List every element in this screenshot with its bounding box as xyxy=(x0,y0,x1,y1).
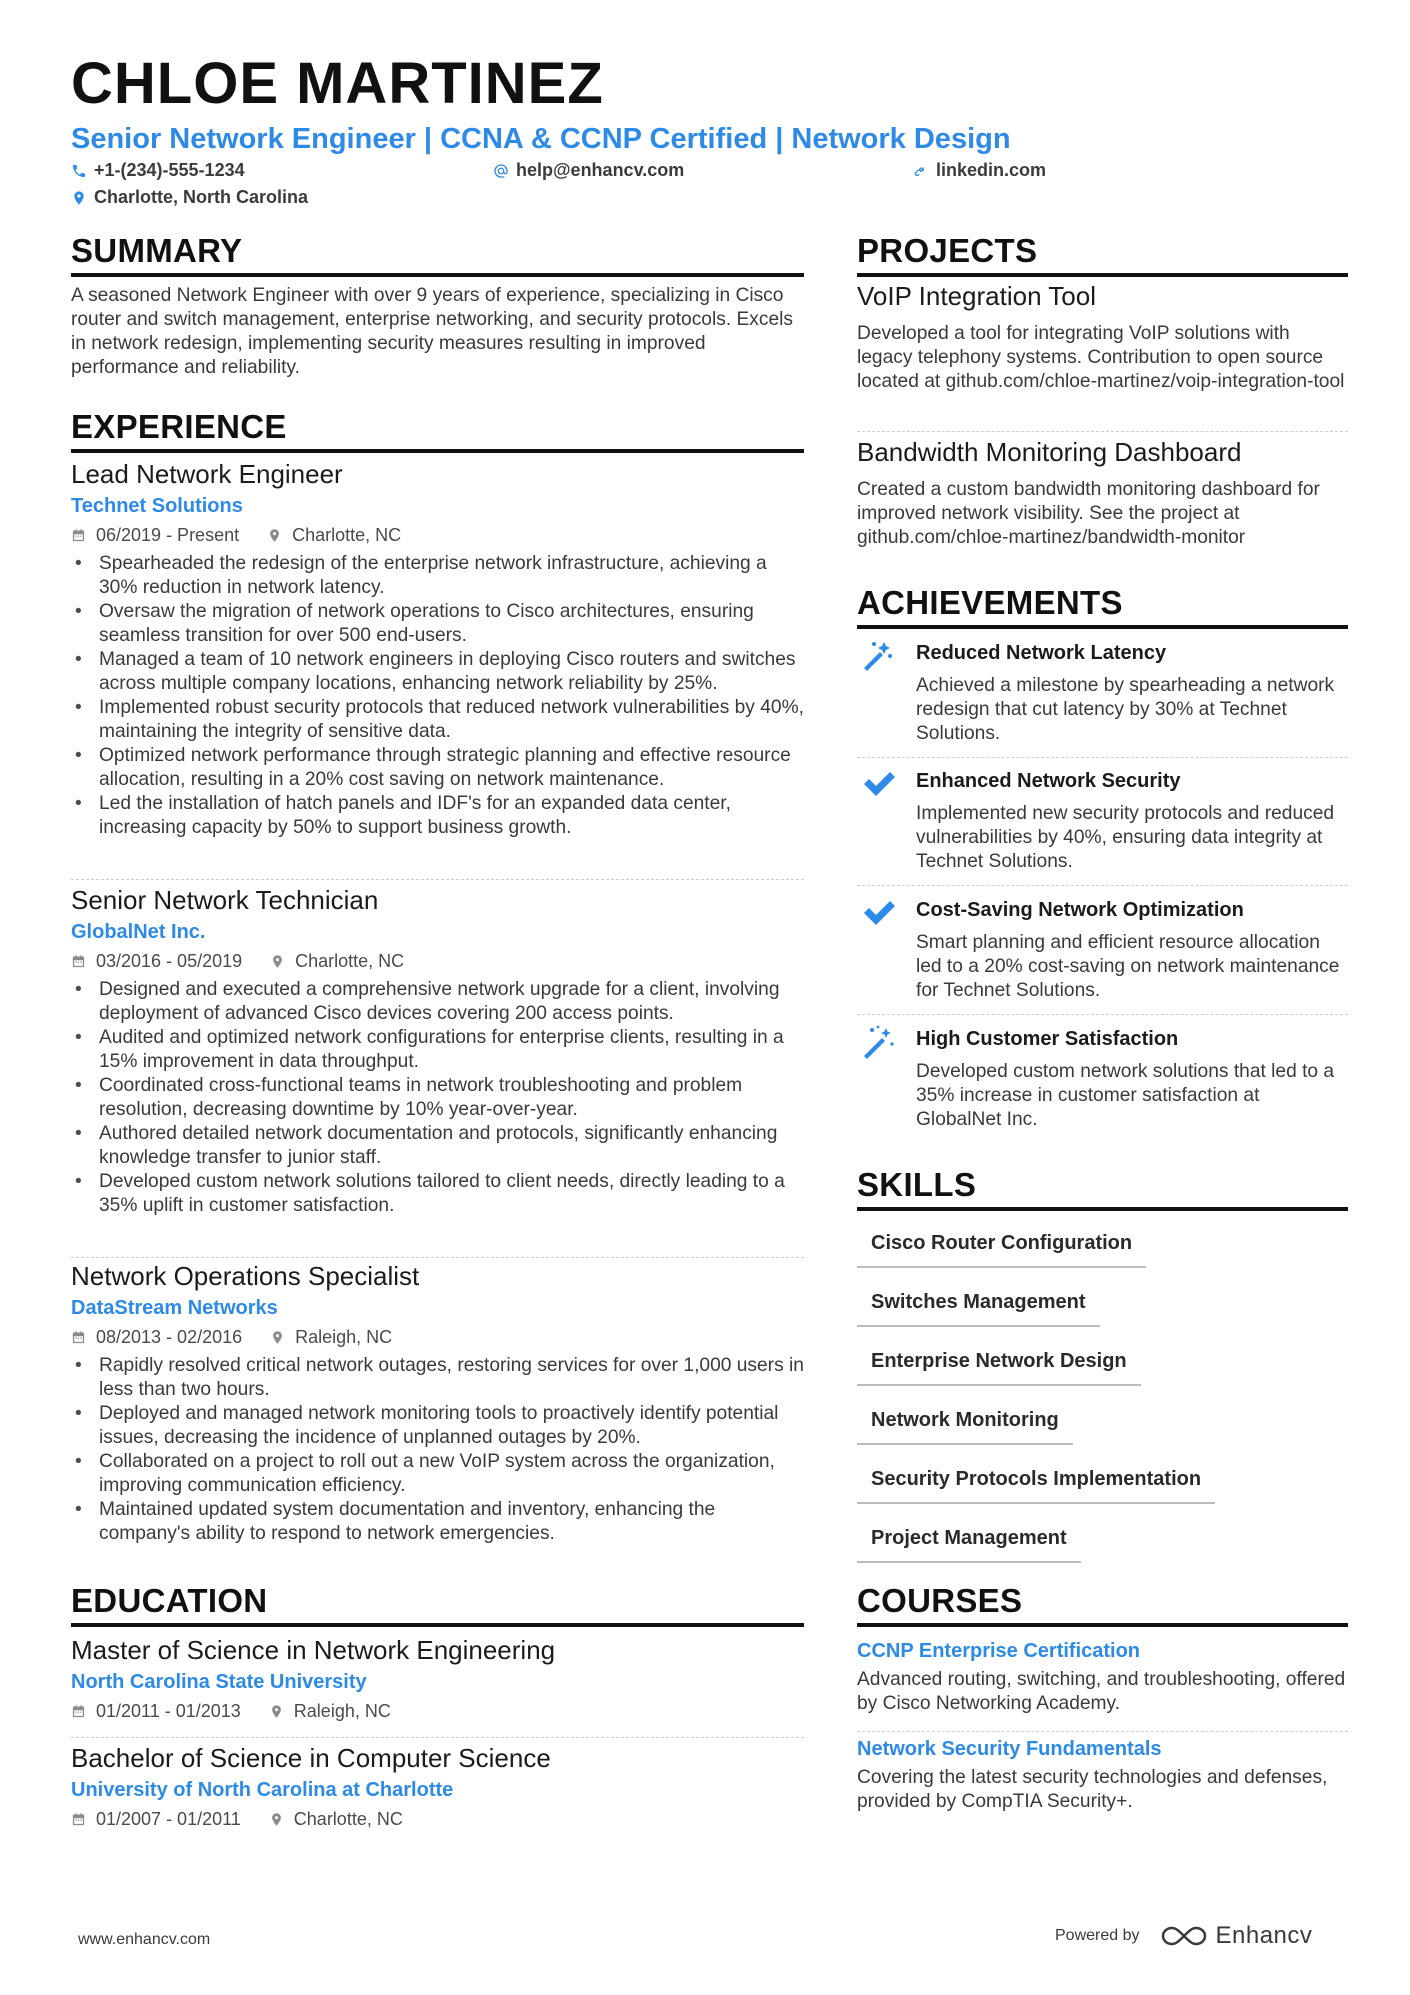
section-title-summary: SUMMARY xyxy=(71,230,804,277)
job-title: Lead Network Engineer xyxy=(71,459,343,489)
achievement-description: Smart planning and efficient resource allocation led to a 20% cost-saving on network maintenance for Technet Solutions. xyxy=(916,932,1340,1001)
achievement-title: Cost-Saving Network Optimization xyxy=(916,899,1244,921)
course-entry xyxy=(857,1736,1348,1816)
job-dates: 06/2019 - Present xyxy=(71,522,239,548)
bullet-item: • Maintained updated system documentation and inventory, enhancing the company's ability to respond to network emergencies. xyxy=(71,1498,804,1546)
bullet-item: • Rapidly resolved critical network outages, restoring services for over 1,000 users in less than two hours. xyxy=(71,1354,804,1402)
project-title: VoIP Integration Tool xyxy=(857,281,1097,311)
bullet-item: • Managed a team of 10 network engineers in deploying Cisco routers and switches across multiple company locations, enhancing network reliability by 25%. xyxy=(71,648,804,696)
section-title-skills: SKILLS xyxy=(857,1164,1348,1211)
section-title-achievements: ACHIEVEMENTS xyxy=(857,582,1348,629)
calendar-icon xyxy=(71,528,86,543)
job-meta xyxy=(71,948,804,974)
education-location: Raleigh, NC xyxy=(269,1698,391,1724)
section-title-projects: PROJECTS xyxy=(857,230,1348,277)
job-dates: 08/2013 - 02/2016 xyxy=(71,1324,242,1350)
job-title: Network Operations Specialist xyxy=(71,1261,420,1291)
job-bullets xyxy=(71,552,804,840)
linkedin-text: linkedin.com xyxy=(936,160,1047,180)
school-name: North Carolina State University xyxy=(71,1671,367,1693)
contact-phone[interactable] xyxy=(71,160,245,181)
job-location: Raleigh, NC xyxy=(270,1324,392,1350)
contact-location xyxy=(71,187,308,208)
experience-entry xyxy=(71,458,804,880)
bullet-item: • Collaborated on a project to roll out a new VoIP system across the organization, improving communication efficiency. xyxy=(71,1450,804,1498)
job-location: Charlotte, NC xyxy=(267,522,401,548)
achievement-entry xyxy=(857,893,1348,1015)
education-meta xyxy=(71,1698,804,1724)
skill-tag: Enterprise Network Design xyxy=(857,1348,1141,1386)
education-dates: 01/2007 - 01/2011 xyxy=(71,1806,241,1832)
achievement-title: Enhanced Network Security xyxy=(916,770,1181,792)
achievement-description: Developed custom network solutions that led to a 35% increase in customer satisfaction at GlobalNet Inc. xyxy=(916,1061,1335,1130)
bullet-item: • Authored detailed network documentation and protocols, significantly enhancing knowledge transfer to junior staff. xyxy=(71,1122,804,1170)
calendar-icon xyxy=(71,1704,86,1719)
project-entry xyxy=(857,280,1348,432)
experience-entry xyxy=(71,884,804,1258)
company-name: Technet Solutions xyxy=(71,495,243,517)
job-bullets xyxy=(71,1354,804,1546)
achievement-description: Achieved a milestone by spearheading a network redesign that cut latency by 30% at Technet Solutions. xyxy=(916,675,1335,744)
infinity-logo-icon xyxy=(1160,1922,1208,1950)
footer-powered-by xyxy=(1055,1922,1312,1950)
skill-tag: Switches Management xyxy=(857,1289,1100,1327)
section-title-education: EDUCATION xyxy=(71,1580,804,1627)
checkmark-icon xyxy=(860,895,896,931)
degree-title: Bachelor of Science in Computer Science xyxy=(71,1743,551,1773)
phone-icon xyxy=(71,163,87,179)
course-description: Advanced routing, switching, and troubleshooting, offered by Cisco Networking Academy. xyxy=(857,1669,1346,1714)
headline: Senior Network Engineer | CCNA & CCNP Certified | Network Design xyxy=(71,123,1011,155)
location-pin-icon xyxy=(269,1704,284,1719)
skill-tag: Cisco Router Configuration xyxy=(857,1230,1146,1268)
phone-text: +1-(234)-555-1234 xyxy=(94,160,245,180)
bullet-item: • Oversaw the migration of network operations to Cisco architectures, ensuring seamless transition for over 500 end-users. xyxy=(71,600,804,648)
section-title-experience: EXPERIENCE xyxy=(71,406,804,453)
project-title: Bandwidth Monitoring Dashboard xyxy=(857,437,1242,467)
company-name: DataStream Networks xyxy=(71,1297,278,1319)
email-text: help@enhancv.com xyxy=(516,160,685,180)
school-name: University of North Carolina at Charlotte xyxy=(71,1779,454,1801)
company-name: GlobalNet Inc. xyxy=(71,921,206,943)
education-dates: 01/2011 - 01/2013 xyxy=(71,1698,241,1724)
calendar-icon xyxy=(71,954,86,969)
project-entry xyxy=(857,436,1348,564)
job-title: Senior Network Technician xyxy=(71,885,379,915)
education-meta xyxy=(71,1806,804,1832)
job-meta xyxy=(71,1324,804,1350)
achievement-description: Implemented new security protocols and reduced vulnerabilities by 40%, ensuring data integrity at Technet Solutions. xyxy=(916,803,1335,872)
education-location: Charlotte, NC xyxy=(269,1806,403,1832)
experience-entry xyxy=(71,1260,804,1560)
location-pin-icon xyxy=(71,190,87,206)
contact-email[interactable] xyxy=(493,160,684,181)
achievement-entry xyxy=(857,764,1348,886)
calendar-icon xyxy=(71,1812,86,1827)
powered-by-label: Powered by xyxy=(1055,1927,1140,1944)
bullet-item: • Developed custom network solutions tailored to client needs, directly leading to a 35% uplift in customer satisfaction. xyxy=(71,1170,804,1218)
location-pin-icon xyxy=(267,528,282,543)
summary-text: A seasoned Network Engineer with over 9 years of experience, specializing in Cisco router and switch management, enterprise networking, and security protocols. Excels in network redesign, implementing security measures resulting in improved performance and reliability. xyxy=(71,285,794,378)
calendar-icon xyxy=(71,1330,86,1345)
job-bullets xyxy=(71,978,804,1218)
at-icon xyxy=(493,163,509,179)
section-title-courses: COURSES xyxy=(857,1580,1348,1627)
bullet-item: • Coordinated cross-functional teams in network troubleshooting and problem resolution, decreasing downtime by 10% year-over-year. xyxy=(71,1074,804,1122)
candidate-name: CHLOE MARTINEZ xyxy=(71,51,604,116)
location-pin-icon xyxy=(269,1812,284,1827)
achievement-title: Reduced Network Latency xyxy=(916,642,1167,664)
contact-linkedin[interactable] xyxy=(913,160,1046,181)
course-entry xyxy=(857,1638,1348,1732)
bullet-item: • Implemented robust security protocols that reduced network vulnerabilities by 40%, maintaining the integrity of sensitive data. xyxy=(71,696,804,744)
education-entry xyxy=(71,1742,804,1842)
location-pin-icon xyxy=(270,954,285,969)
bullet-item: • Designed and executed a comprehensive network upgrade for a client, involving deployment of advanced Cisco devices covering 200 access points. xyxy=(71,978,804,1026)
job-meta xyxy=(71,522,804,548)
course-title: Network Security Fundamentals xyxy=(857,1738,1162,1760)
achievement-entry xyxy=(857,1022,1348,1144)
checkmark-icon xyxy=(860,766,896,802)
skill-tag: Project Management xyxy=(857,1525,1081,1563)
degree-title: Master of Science in Network Engineering xyxy=(71,1635,556,1665)
location-text: Charlotte, North Carolina xyxy=(94,187,309,207)
project-description: Developed a tool for integrating VoIP solutions with legacy telephony systems. Contribution to open source located at github.com/chloe-martinez/voip-integration-tool xyxy=(857,323,1345,392)
education-entry xyxy=(71,1634,804,1738)
sparkle-wand-icon xyxy=(860,1024,896,1060)
enhancv-logo[interactable] xyxy=(1160,1922,1313,1950)
skill-tag: Network Monitoring xyxy=(857,1407,1073,1445)
bullet-item: • Spearheaded the redesign of the enterprise network infrastructure, achieving a 30% reduction in network latency. xyxy=(71,552,804,600)
link-icon xyxy=(913,163,929,179)
project-description: Created a custom bandwidth monitoring dashboard for improved network visibility. See the project at github.com/chloe-martinez/bandwidth-monitor xyxy=(857,479,1320,548)
job-location: Charlotte, NC xyxy=(270,948,404,974)
achievement-entry xyxy=(857,636,1348,758)
brand-name: Enhancv xyxy=(1215,1922,1313,1949)
bullet-item: • Led the installation of hatch panels and IDF's for an expanded data center, increasing capacity by 50% to support business growth. xyxy=(71,792,804,840)
job-dates: 03/2016 - 05/2019 xyxy=(71,948,242,974)
course-description: Covering the latest security technologies and defenses, provided by CompTIA Security+. xyxy=(857,1767,1328,1812)
bullet-item: • Deployed and managed network monitoring tools to proactively identify potential issues, decreasing the incidence of unplanned outages by 20%. xyxy=(71,1402,804,1450)
bullet-item: • Audited and optimized network configurations for enterprise clients, resulting in a 15% improvement in data throughput. xyxy=(71,1026,804,1074)
bullet-item: • Optimized network performance through strategic planning and effective resource allocation, resulting in a 20% cost saving on network maintenance. xyxy=(71,744,804,792)
achievement-title: High Customer Satisfaction xyxy=(916,1028,1179,1050)
magic-wand-icon xyxy=(860,638,896,674)
location-pin-icon xyxy=(270,1330,285,1345)
course-title: CCNP Enterprise Certification xyxy=(857,1640,1141,1662)
footer-website[interactable]: www.enhancv.com xyxy=(78,1931,211,1948)
skill-tag: Security Protocols Implementation xyxy=(857,1466,1215,1504)
